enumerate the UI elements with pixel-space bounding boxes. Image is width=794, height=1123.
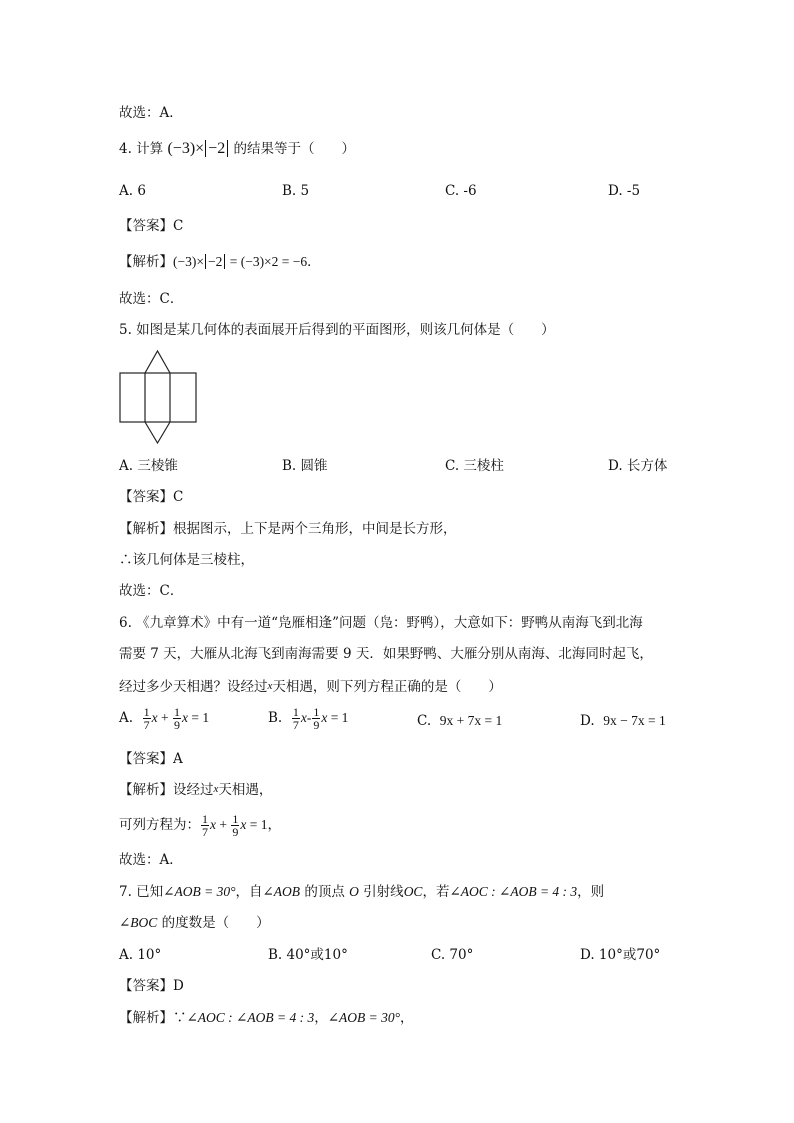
- q6-option-a-label: A.: [119, 710, 134, 726]
- q6-equation: [119, 813, 281, 838]
- frac-num: 1: [232, 812, 239, 826]
- frac-den: 7: [143, 718, 150, 732]
- op-minus: -: [306, 710, 312, 725]
- q4-expr: [167, 140, 229, 157]
- q7-stem-c: 的顶点: [300, 884, 350, 900]
- q5-option-c: C. 三棱柱: [445, 458, 504, 474]
- frac-den: 7: [292, 718, 299, 732]
- q4-analysis: [119, 253, 321, 271]
- frac-den: 9: [232, 825, 239, 839]
- q4-stem-suffix: 的结果等于（ ）: [233, 141, 355, 157]
- q6-analysis-a: 【解析】设经过: [119, 782, 214, 798]
- q6-stem-var: x: [267, 680, 273, 692]
- q4-expr-abs: −2: [205, 140, 228, 157]
- frac-den: 9: [174, 718, 181, 732]
- eq-one: = 1: [327, 710, 349, 725]
- q7-stem-f: ，则: [577, 884, 605, 900]
- q4-conclusion: 故选：C．: [119, 291, 184, 307]
- q7-analysis-label: 【解析】∵: [119, 1010, 187, 1026]
- q7-stem-line1: [119, 883, 604, 901]
- var-x: x: [321, 710, 328, 725]
- q5-analysis: 【解析】根据图示，上下是两个三角形，中间是长方形，: [119, 521, 457, 537]
- q7-option-b: B. 40°或10°: [268, 947, 348, 963]
- frac-1-7: [292, 706, 300, 731]
- net-top-triangle: [145, 351, 170, 373]
- eq-one: = 1: [246, 817, 268, 832]
- q5-option-b: B. 圆锥: [282, 458, 328, 474]
- q6-answer: 【答案】A: [119, 751, 183, 767]
- q4-analysis-expr-a: (−3)×: [173, 254, 204, 269]
- q4-option-a: A. 6: [119, 183, 146, 199]
- frac-den: 7: [202, 825, 208, 839]
- eq-one: = 1: [188, 710, 210, 725]
- q6-option-c-label: C.: [417, 713, 432, 729]
- q6-conclusion: 故选：A．: [119, 852, 183, 868]
- q4-option-b: B. 5: [282, 183, 310, 199]
- q6-stem-line3-a: 经过多少天相遇？设经过: [119, 679, 268, 695]
- q4-option-c: C. -6: [445, 183, 477, 199]
- q4-analysis-expr-abs: −2: [205, 254, 225, 269]
- frac-num: 1: [292, 705, 299, 719]
- var-x: x: [151, 710, 158, 725]
- var-x: x: [182, 710, 189, 725]
- q6-option-d-eq: 9x − 7x = 1: [603, 713, 666, 728]
- net-outer-rect: [120, 373, 196, 422]
- frac-1-7: [201, 813, 209, 838]
- q7-stem-line2-b: 的度数是（ ）: [157, 915, 270, 931]
- frac-1-9: [231, 813, 239, 838]
- q7-stem-a: 7. 已知: [119, 884, 164, 900]
- frac-1-9: [173, 706, 181, 731]
- frac-num: 1: [143, 705, 150, 719]
- q7-stem-d: 引射线: [358, 884, 404, 900]
- q7-stem-e: ，若: [422, 884, 450, 900]
- q5-option-d: D. 长方体: [608, 458, 668, 474]
- frac-1-7: [143, 706, 151, 731]
- var-x: x: [240, 817, 247, 832]
- q6-stem-line3-b: 天相遇，则下列方程正确的是（ ）: [272, 679, 502, 695]
- q7-stem-line2: [119, 914, 270, 932]
- q4-stem-prefix: 4. 计算: [119, 141, 164, 157]
- frac-1-9: [312, 706, 320, 731]
- q7-stem-oc: OC: [403, 884, 423, 899]
- q4-stem: [119, 140, 355, 158]
- q7-analysis-end: ，: [400, 1010, 414, 1026]
- q4-option-d: D. -5: [608, 183, 641, 199]
- q7-stem-ratio: ∠AOC : ∠AOB = 4 : 3: [449, 884, 578, 899]
- q7-option-c: C. 70°: [431, 947, 474, 963]
- q5-stem: 5. 如图是某几何体的表面展开后得到的平面图形，则该几何体是（ ）: [119, 322, 555, 338]
- q3-conclusion: 故选：A．: [119, 105, 183, 121]
- q6-option-b: [268, 706, 348, 731]
- q7-stem-angle2: ∠AOB: [262, 884, 301, 899]
- q6-analysis: [119, 780, 272, 799]
- q7-analysis-sep: ，: [314, 1010, 328, 1026]
- frac-num: 1: [202, 812, 208, 826]
- q7-answer: 【答案】D: [119, 978, 184, 994]
- q7-stem-b: ，自: [235, 884, 263, 900]
- q5-therefore: ∴该几何体是三棱柱，: [119, 552, 254, 568]
- q4-analysis-end: ．: [307, 254, 321, 270]
- q7-analysis-angle: ∠AOB = 30°: [327, 1010, 401, 1025]
- q7-stem-o: O: [349, 884, 359, 899]
- q6-option-c: [417, 712, 502, 730]
- q4-analysis-expr-b: = (−3)×2 = −6: [226, 254, 308, 269]
- q6-option-a: [119, 706, 209, 731]
- frac-den: 9: [313, 718, 320, 732]
- q7-option-d: D. 10°或70°: [580, 947, 661, 963]
- q6-stem-line1: 6. 《九章算术》中有一道“凫雁相逢”问题（凫：野鸭），大意如下：野鸭从南海飞到北海: [119, 615, 643, 631]
- q7-option-a: A. 10°: [119, 947, 162, 963]
- q4-analysis-expr: [173, 254, 307, 269]
- q6-analysis-b: 天相遇，: [218, 782, 273, 798]
- q6-option-d: [580, 712, 666, 730]
- q6-stem-line3: [119, 677, 502, 696]
- q6-stem-line2: 需要 7 天，大雁从北海飞到南海需要 9 天．如果野鸭、大雁分别从南海、北海同时起飞，: [119, 646, 653, 662]
- q6-option-b-label: B.: [268, 710, 283, 726]
- var-x: x: [213, 783, 219, 795]
- q6-equation-end: ，: [267, 817, 281, 833]
- frac-num: 1: [174, 705, 181, 719]
- q5-net-figure: [118, 349, 200, 445]
- q4-analysis-label: 【解析】: [119, 254, 173, 270]
- net-bottom-triangle: [145, 422, 170, 443]
- q7-stem-angle1: ∠AOB = 30°: [163, 884, 236, 899]
- q5-option-a: A. 三棱锥: [119, 458, 178, 474]
- q6-option-c-eq: 9x + 7x = 1: [439, 713, 503, 728]
- var-x: x: [210, 817, 216, 832]
- op-plus: +: [216, 817, 231, 832]
- q6-equation-label: 可列方程为：: [119, 817, 200, 833]
- q4-answer: 【答案】C: [119, 218, 184, 234]
- frac-num: 1: [313, 705, 320, 719]
- q7-stem-angle-boc: ∠BOC: [119, 915, 158, 930]
- q7-analysis: [119, 1009, 414, 1027]
- q7-analysis-ratio: ∠AOC : ∠AOB = 4 : 3: [186, 1010, 315, 1025]
- var-x: x: [300, 710, 307, 725]
- q5-conclusion: 故选：C．: [119, 583, 184, 599]
- q4-expr-a: (−3)×: [167, 140, 205, 157]
- q6-option-d-label: D.: [580, 713, 595, 729]
- op-plus: +: [157, 710, 173, 725]
- q5-answer: 【答案】C: [119, 489, 184, 505]
